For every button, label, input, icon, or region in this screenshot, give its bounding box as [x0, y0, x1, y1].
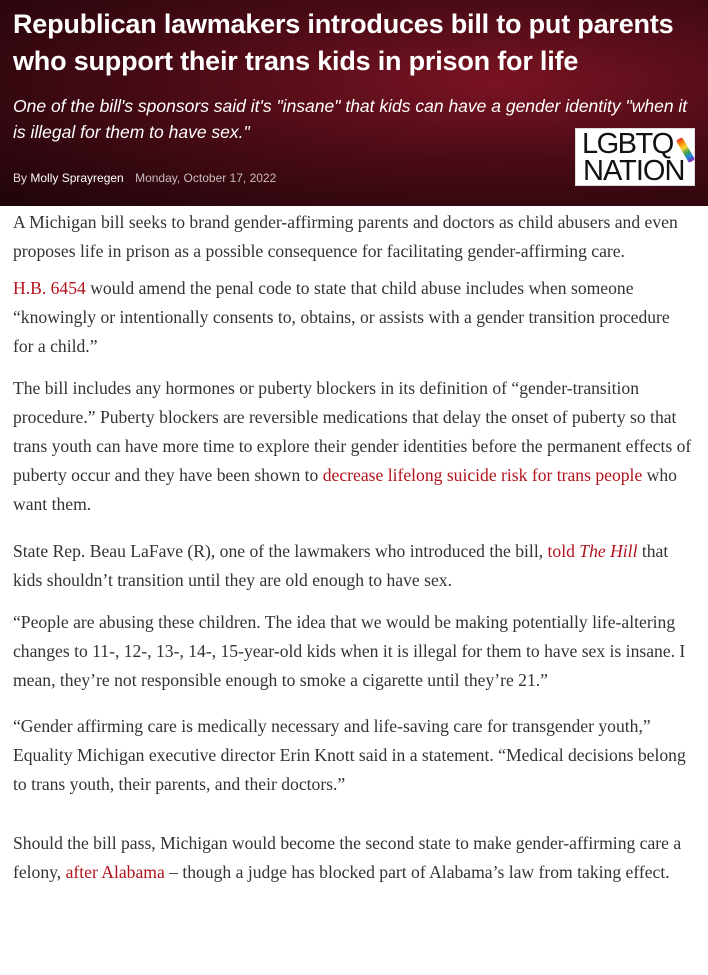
paragraph-4-end: that kids shouldn’t transition until they are old enough to have sex. [13, 541, 669, 590]
byline [13, 171, 276, 185]
paragraph-1: A Michigan bill seeks to brand gender-affirming parents and doctors as child abusers and even proposes life in prison as a possible consequence for facilitating gender-affirming care. [13, 212, 678, 261]
paragraph-2-text: would amend the penal code to state that child abuse includes when someone “knowingly or intentionally consents to, obtains, or assists with a gender transition procedure for a child.” [13, 278, 670, 356]
logo-line-2: NATION [583, 155, 685, 187]
paragraph-3-end: who want them. [13, 465, 677, 514]
article-body [0, 208, 708, 887]
lgbtq-nation-logo[interactable] [575, 128, 695, 186]
paragraph-7-end: – though a judge has blocked part of Alabama’s law from taking effect. [164, 862, 670, 882]
paragraph-6: “Gender affirming care is medically necessary and life-saving care for transgender youth,” Equality Michigan executive director Erin Knott said in a statement. “Medical decisions belong to trans youth, their parents, and their doctors.” [13, 716, 686, 794]
headline: Republican lawmakers introduces bill to put parents who support their trans kids in prison for life [13, 9, 674, 76]
suicide-risk-link[interactable]: decrease lifelong suicide risk for trans people [322, 465, 643, 485]
the-hill-link-text: The Hill [579, 541, 638, 561]
told-link-text: told [547, 541, 580, 561]
article-header [0, 0, 708, 206]
after-alabama-link[interactable]: after Alabama [65, 862, 165, 882]
the-hill-link[interactable] [548, 541, 638, 561]
author-link[interactable]: Molly Sprayregen [30, 171, 124, 185]
paragraph-5: “People are abusing these children. The idea that we would be making potentially life-altering changes to 11-, 12-, 13-, 14-, 15-year-old kids when it is illegal for them to have sex is insane. I mean, they’re not responsible enough to smoke a cigarette until they’re 21.” [13, 612, 686, 690]
hb-6454-link[interactable]: H.B. 6454 [13, 278, 86, 298]
paragraph-7-text: Should the bill pass, Michigan would become the second state to make gender-affirming care a felony, [13, 833, 682, 882]
paragraph-3 [13, 374, 694, 519]
paragraph-4 [13, 537, 694, 595]
paragraph-3-text: The bill includes any hormones or puberty blockers in its definition of “gender-transition procedure.” Puberty blockers are reversible medications that delay the onset of puberty so that trans youth can have more time to explore their gender identities before the permanent effects of puberty occur and they have been shown to [13, 378, 692, 485]
subheadline: One of the bill's sponsors said it's "insane" that kids can have a gender identity "when it is illegal for them to have sex." [13, 96, 688, 142]
paragraph-4-text: State Rep. Beau LaFave (R), one of the lawmakers who introduced the bill, [13, 541, 548, 561]
logo-line-1: LGBTQ [582, 128, 673, 160]
byline-prefix: By [13, 171, 28, 185]
publish-date: Monday, October 17, 2022 [135, 171, 277, 185]
paragraph-7 [13, 829, 694, 887]
paragraph-2 [13, 274, 694, 361]
